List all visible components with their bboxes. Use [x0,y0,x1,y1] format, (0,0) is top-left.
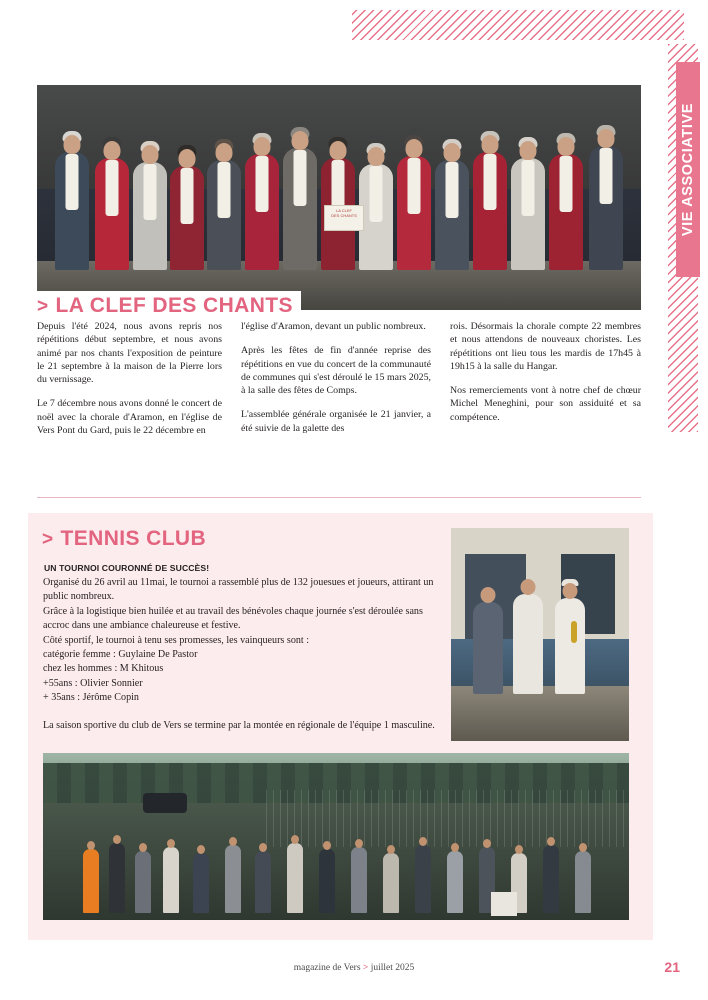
head [104,141,121,160]
chevron-right-icon: > [362,963,369,973]
scarf [600,148,613,204]
crowd-person [287,843,303,913]
photo-fence [266,790,629,847]
head [483,839,491,848]
head [481,587,496,603]
tennis-crowd-photo [43,753,629,920]
choir-member [473,152,507,270]
head [521,579,536,595]
article-column-1 [37,320,222,448]
tennis-kicker: UN TOURNOI COURONNÉ DE SUCCÈS! [44,563,210,573]
placard-line-1: LA CLEF [335,208,352,213]
head [323,841,331,850]
scarf [181,168,194,224]
head [179,149,196,168]
head [444,143,461,162]
paragraph: chez les hommes : M Khitous [43,663,164,675]
paragraph: + 35ans : Jérôme Copin [43,692,139,704]
section-heading-label: LA CLEF DES CHANTS [55,294,293,317]
crowd-person [575,851,591,913]
parked-car [143,793,187,813]
head [579,843,587,852]
scarf [370,166,383,222]
section-heading-tennis-club [42,527,206,551]
choir-member [207,160,241,270]
tennis-trophy-photo [451,528,629,741]
paragraph: Le 7 décembre nous avons donné le concert de noël avec la chorale d'Aramon, en l'église de Vers Pont du Gard, puis le 22 décembre en [37,398,222,437]
head [113,835,121,844]
scarf [522,160,535,216]
head [229,837,237,846]
head [598,129,615,148]
choir-group-photo [37,85,641,310]
choir-member [55,152,89,270]
head [216,143,233,162]
crowd-person [135,851,151,913]
scarf [256,156,269,212]
choir-placard [324,205,364,231]
chevron-right-icon: > [42,529,54,550]
page-number: 21 [664,959,680,975]
crowd-person [83,849,99,913]
head [387,845,395,854]
trophy-icon [571,621,577,643]
head [563,583,578,599]
paragraph: Côté sportif, le tournoi à tenu ses promesses, les vainqueurs sont : [43,634,310,646]
head [355,839,363,848]
tennis-player [555,598,585,694]
head [167,839,175,848]
head [291,835,299,844]
choir-member [549,154,583,270]
head [520,141,537,160]
section-divider [37,497,641,498]
head [87,841,95,850]
choir-member [435,160,469,270]
choir-member [511,158,545,270]
scarf [446,162,459,218]
paragraph: +55ans : Olivier Sonnier [43,677,143,689]
crowd-person [109,843,125,913]
scarf [106,160,119,216]
choir-member [589,146,623,270]
scarf [66,154,79,210]
paragraph: Après les fêtes de fin d'année reprise des répétitions en vue du concert de la communauté de communes qui s'est déroulé le 15 mars 2025, à la salle des fêtes de Comps. [241,345,431,397]
paragraph: Depuis l'été 2024, nous avons repris nos répétitions début septembre, et nous avons animé par nos chants l'exposition de peinture le 21 septembre à la maison de la Pierre lors du vernissage. [37,321,222,386]
crowd-person [193,853,209,913]
crowd-person [447,851,463,913]
crowd-person [255,851,271,913]
head [368,147,385,166]
head [292,131,309,150]
crowd-person [225,845,241,913]
head [547,837,555,846]
tennis-player [473,602,503,694]
paragraph: l'église d'Aramon, devant un public nombreux. [241,321,426,332]
crowd-person [163,847,179,913]
choir-member [359,164,393,270]
head [406,139,423,158]
head [419,837,427,846]
section-heading-label: TENNIS CLUB [60,527,207,550]
scarf [484,154,497,210]
head [254,137,271,156]
paragraph: Nos remerciements vont à notre chef de chœur Michel Meneghini, pour son assiduité et sa compétence. [450,385,641,423]
paragraph: catégorie femme : Guylaine De Pastor [43,649,198,661]
tennis-article-body [43,576,441,733]
scarf [218,162,231,218]
choir-member [133,162,167,270]
head [558,137,575,156]
choir-member [397,156,431,270]
tennis-player [513,594,543,694]
scarf [560,156,573,212]
choir-member [283,148,317,270]
head [142,145,159,164]
head [482,135,499,154]
placard-line-2: DES CHANTS [331,213,357,218]
head [139,843,147,852]
head [64,135,81,154]
paragraph: rois. Désormais la chorale compte 22 membres et nous attendons de nouveaux choristes. Les répétitions ont lieu tous les mardis de 17h45 à 19h15 à la salle du Hangar. [450,321,641,372]
footer-text-after: juillet 2025 [370,963,415,973]
section-tab-label: VIE ASSOCIATIVE [680,102,696,237]
crowd-person [351,847,367,913]
head [451,843,459,852]
choir-member [170,166,204,270]
section-heading-clef-des-chants [37,291,301,321]
choir-member [245,154,279,270]
crowd-person [543,845,559,913]
paragraph: La saison sportive du club de Vers se termine par la montée en régionale de l'équipe 1 masculine. [43,719,435,731]
head [330,141,347,160]
scarf [408,158,421,214]
scarf [144,164,157,220]
plastic-chair [491,892,517,916]
head [515,845,523,854]
article-column-2 [241,320,431,446]
paragraph: Organisé du 26 avril au 11mai, le tournoi a rassemblé plus de 132 jouesues et joueurs, attirant un public nombreux. [43,577,434,603]
head [259,843,267,852]
crowd-person [415,845,431,913]
chevron-right-icon: > [37,296,49,317]
footer [0,963,708,973]
head [197,845,205,854]
choir-member [95,158,129,270]
paragraph: Grâce à la logistique bien huilée et au travail des bénévoles chaque journée s'est déroulée sans accroc dans une ambiance chaleureuse et festive. [43,605,423,632]
crowd-person [319,849,335,913]
decorative-hatch-top [352,10,684,40]
scarf [294,150,307,206]
footer-text-before: magazine de Vers [293,963,361,973]
article-column-3 [450,320,641,435]
crowd-person [383,853,399,913]
paragraph: L'assemblée générale organisée le 21 janvier, a été suivie de la galette des [241,409,431,434]
section-tab-vie-associative [676,62,700,277]
